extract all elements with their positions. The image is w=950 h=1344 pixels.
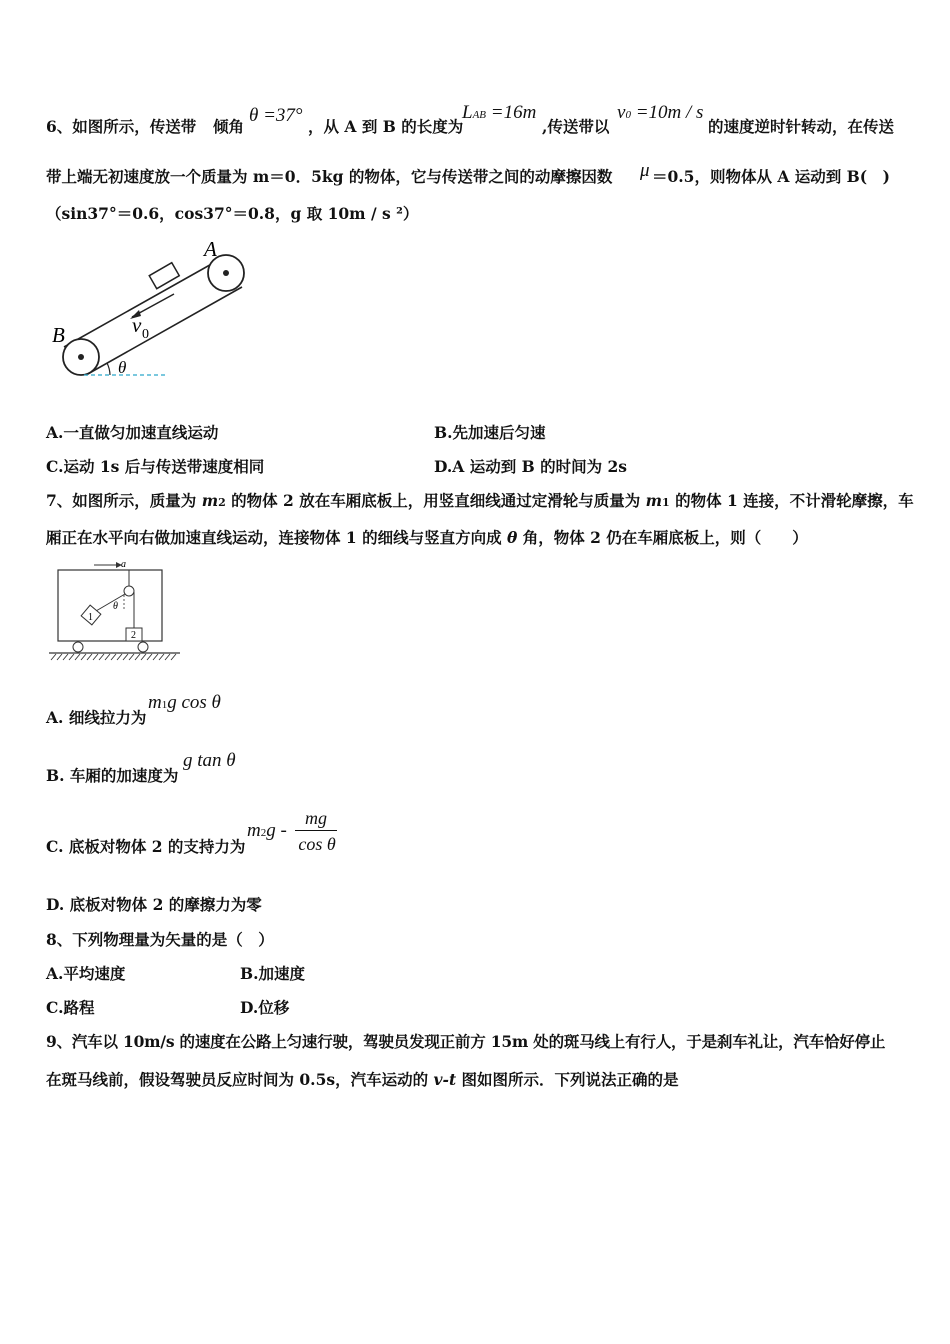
q7-option-d[interactable]: D. 底板对物体 2 的摩擦力为零 xyxy=(46,895,262,914)
q6-v0-symbol: v xyxy=(617,102,626,123)
q9-line2 xyxy=(46,1068,679,1090)
q7-line1-c: 的物体 1 连接，不计滑轮摩擦，车 xyxy=(669,491,914,510)
q8-option-a[interactable]: A.平均速度 xyxy=(46,964,126,983)
q7-line2 xyxy=(46,526,808,548)
label-theta: θ xyxy=(118,358,127,377)
q7-line2-theta: θ xyxy=(506,528,518,547)
q6-line1-e: 的速度逆时针转动，在传送 xyxy=(708,117,895,136)
q6-line3: （sin37°＝0.6，cos37°＝0.8，g 取 10m / s ²） xyxy=(46,204,419,223)
q6-v0-sub: 0 xyxy=(625,109,631,121)
q6-option-b[interactable]: B.先加速后匀速 xyxy=(434,423,546,442)
label-v0: v xyxy=(132,313,142,337)
q7-option-c-sub: 2 xyxy=(260,827,267,839)
q6-option-d[interactable]: D.A 运动到 B 的时间为 2s xyxy=(434,457,628,476)
q6-line2-b: ＝0.5，则物体从 A 运动到 B( ) xyxy=(652,167,890,186)
q6-option-c[interactable]: C.运动 1s 后与传送带速度相同 xyxy=(46,457,265,476)
q6-lab-symbol: L xyxy=(462,102,473,123)
carriage-box xyxy=(58,570,162,641)
q7-option-c-denominator: cos θ xyxy=(298,834,336,854)
q6-option-a[interactable]: A.一直做匀加速直线运动 xyxy=(46,423,219,442)
q6-theta-eq: θ =37° xyxy=(249,105,303,126)
conveyor-belt-figure xyxy=(44,232,264,384)
q7-m1: m xyxy=(645,491,663,510)
q7-line2-b: 角，物体 2 仍在车厢底板上，则（ ） xyxy=(517,528,808,547)
q6-line1-c: ，从 A 到 B 的长度为 xyxy=(308,117,464,136)
q7-option-b[interactable]: B. 车厢的加速度为 xyxy=(46,766,179,785)
q7-option-c-numerator: mg xyxy=(305,808,327,828)
q7-option-a-m: m xyxy=(148,692,162,713)
q7-option-a-math xyxy=(148,692,221,714)
label-v0-sub: 0 xyxy=(142,327,149,342)
q6-lab-value: =16m xyxy=(486,102,537,123)
q6-line1-d: ,传送带以 xyxy=(542,117,610,136)
q6-mu: μ xyxy=(640,160,650,181)
q7-option-c-math xyxy=(247,820,287,842)
q6-v0-value: =10m / s xyxy=(630,102,704,123)
q7-option-a-rest: g cos θ xyxy=(167,692,221,713)
q7-m2: m xyxy=(201,491,219,510)
q9-line2-a: 在斑马线前，假设驾驶员反应时间为 0.5s，汽车运动的 xyxy=(46,1070,434,1089)
carriage-figure xyxy=(46,558,186,664)
q7-line1-b: 的物体 2 放在车厢底板上，用竖直细线通过定滑轮与质量为 xyxy=(225,491,646,510)
q7-option-b-math: g tan θ xyxy=(183,750,236,771)
q7-option-c-rest: g - xyxy=(266,820,287,841)
q6-lab-sub: AB xyxy=(472,109,487,121)
label-1: 1 xyxy=(88,612,93,623)
q6-line1-b: 倾角 xyxy=(213,117,245,136)
label-theta: θ xyxy=(113,601,118,612)
q6-v0 xyxy=(617,102,703,124)
q7-option-c-fraction-bar xyxy=(295,830,337,831)
label-a: A xyxy=(204,237,217,261)
roller-b-axle xyxy=(78,354,84,360)
pulley xyxy=(124,586,134,596)
q7-line1 xyxy=(46,489,914,511)
label-a: a xyxy=(121,559,126,570)
q6-line2-a: 带上端无初速度放一个质量为 m＝0．5kg 的物体，它与传送带之间的动摩擦因数 xyxy=(46,167,613,186)
q9-line2-vt: v-t xyxy=(433,1070,457,1089)
q7-option-a-sub: 1 xyxy=(161,699,168,711)
ground-hatching xyxy=(51,654,176,660)
q7-option-a[interactable]: A. 细线拉力为 xyxy=(46,708,147,727)
q8-stem: 8、下列物理量为矢量的是（ ） xyxy=(46,930,274,949)
angle-arc xyxy=(107,363,110,375)
q7-line2-a: 厢正在水平向右做加速直线运动，连接物体 1 的细线与竖直方向成 xyxy=(46,528,507,547)
q7-m2-sub: 2 xyxy=(218,496,226,509)
q6-lab xyxy=(462,102,536,124)
q7-line1-a: 7、如图所示，质量为 xyxy=(46,491,202,510)
q6-line1-a: 6、如图所示，传送带 xyxy=(46,117,197,136)
q7-option-c[interactable]: C. 底板对物体 2 的支持力为 xyxy=(46,837,246,856)
label-2: 2 xyxy=(131,630,136,641)
roller-a-axle xyxy=(223,270,229,276)
label-b: B xyxy=(52,323,65,347)
q8-option-d[interactable]: D.位移 xyxy=(240,998,290,1017)
q8-option-b[interactable]: B.加速度 xyxy=(240,964,305,983)
wheel-right xyxy=(138,642,148,652)
q7-option-c-m: m xyxy=(247,820,261,841)
wheel-left xyxy=(73,642,83,652)
q9-line1: 9、汽车以 10m/s 的速度在公路上匀速行驶，驾驶员发现正前方 15m 处的斑马线上有行人，于是刹车礼让，汽车恰好停止 xyxy=(46,1032,886,1051)
q7-m1-sub: 1 xyxy=(662,496,670,509)
q9-line2-b: 图如图所示．下列说法正确的是 xyxy=(456,1070,679,1089)
q8-option-c[interactable]: C.路程 xyxy=(46,998,95,1017)
